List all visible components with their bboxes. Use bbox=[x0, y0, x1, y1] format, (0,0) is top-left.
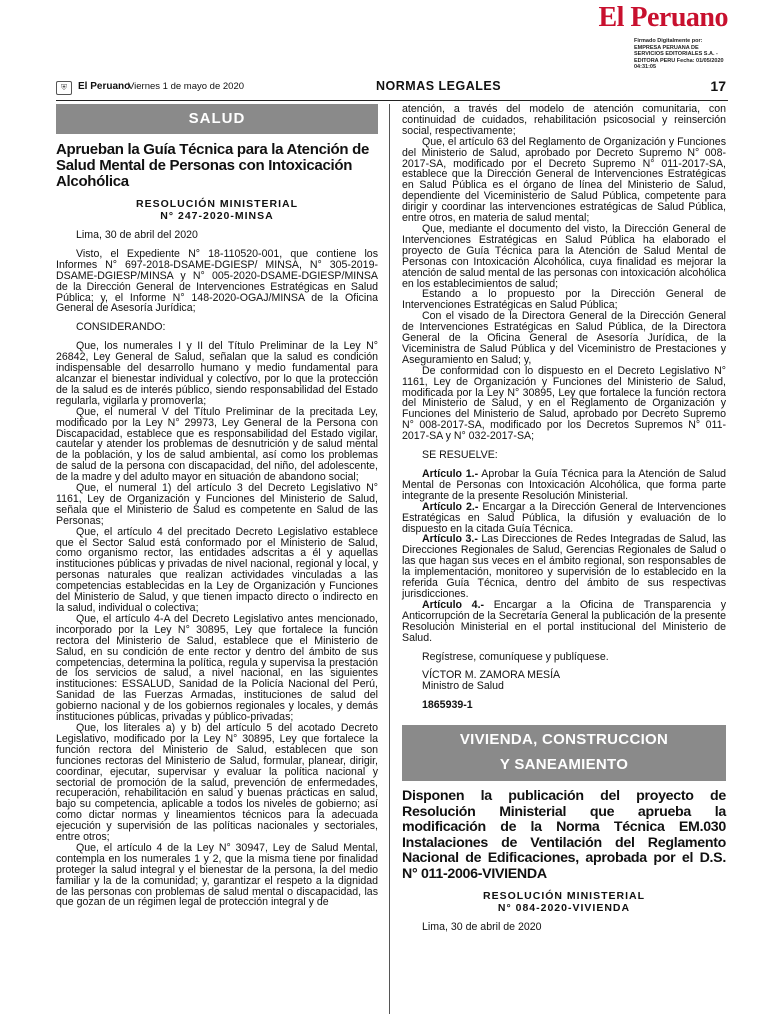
right-column bbox=[402, 104, 726, 933]
band-line-1: VIVIENDA, CONSTRUCCION bbox=[459, 731, 669, 749]
page-header bbox=[56, 78, 728, 101]
article-2 bbox=[402, 502, 726, 535]
resolution-type-2: RESOLUCIÓN MINISTERIAL bbox=[482, 890, 645, 903]
masthead bbox=[0, 0, 768, 76]
article-label: Artículo 1.- bbox=[422, 468, 479, 480]
article-4 bbox=[402, 600, 726, 644]
paragraph: Que, el artículo 4 de la Ley N° 30947, Ley de Salud Mental, contempla en los numerales 1 y 2, que la misma tiene por finalidad proteger la salud integral y el bienestar de la persona, la del medio familiar y la de la comunidad; y, garantizar el respeto a la dignidad de las personas con problemas de salud mental o discapacidad, las que gozan de un régimen legal de protección integral y de bbox=[56, 841, 378, 909]
article-3 bbox=[402, 534, 726, 599]
resolution-type: RESOLUCIÓN MINISTERIAL bbox=[135, 198, 298, 210]
publication-code: 1865939-1 bbox=[422, 699, 473, 712]
header-publication: El Peruano bbox=[78, 81, 131, 92]
place-date-2: Lima, 30 de abril de 2020 bbox=[422, 921, 542, 934]
signer-title: Ministro de Salud bbox=[422, 680, 504, 693]
place-date: Lima, 30 de abril del 2020 bbox=[76, 229, 198, 241]
closing-formula: Regístrese, comuníquese y publíquese. bbox=[422, 650, 609, 663]
article-text: Encargar a la Oficina de Transparencia y Anticorrupción de la Secretaría General la publicación de la presente Resolución Ministerial en el portal institucional del Ministerio de Salud. bbox=[402, 598, 726, 644]
resolution-number: N° 247-2020-MINSA bbox=[160, 210, 274, 222]
paragraph: Que, el numeral 1) del artículo 3 del Decreto Legislativo N° 1161, Ley de Organización y Funciones del Ministerio de Salud, señala que el Ministerio de Salud es competente en Salud de las Personas; bbox=[56, 482, 378, 527]
article-title-2: Disponen la publicación del proyecto de Resolución Ministerial que aprueba la modificación de la Norma Técnica EM.030 Instalaciones de Ventilación del Reglamento Nacional de Edificaciones, aprobada por el D.S. N° 011-2006-VIVIENDA bbox=[402, 788, 726, 882]
paragraph: De conformidad con lo dispuesto en el Decreto Legislativo N° 1161, Ley de Organización y Funciones del Ministerio de Salud, modificada por la Ley N° 30895, Ley que fortalece la función rectora del Ministerio de Salud, y en el Reglamento de Organización y Funciones del Ministerio de Salud, aprobado por Decreto Supremo N° 008-2017-SA, modificado por los Decretos Supremos N° 011-2017-SA y N° 032-2017-SA; bbox=[402, 364, 726, 443]
paragraph: Que, el numeral V del Título Preliminar de la precitada Ley, modificado por la Ley N° 29973, Ley General de la Persona con Discapacidad, establece que es responsabilidad del Estado vigilar, cautelar y atender los problemas de desnutrición y de salud mental de la población, y los de salud ambiental, así como los problemas de salud de la persona con discapacidad, del niño, del adolescente, de la madre y del adulto mayor en situación de abandono social; bbox=[56, 405, 378, 484]
coat-of-arms-icon: ⛨ bbox=[56, 81, 72, 95]
digital-signature-stamp: Firmado Digitalmente por: EMPRESA PERUANA DE SERVICIOS EDITORIALES S.A. - EDITORA PERU Fecha: 01/05/2020 04:31:05 bbox=[634, 38, 724, 70]
column-divider bbox=[389, 104, 390, 1014]
resolution-number-2: N° 084-2020-VIVIENDA bbox=[497, 902, 631, 915]
article-label: Artículo 4.- bbox=[422, 598, 485, 611]
paragraph: Estando a lo propuesto por la Dirección General de Intervenciones Estratégicas en Salud Pública; bbox=[402, 288, 726, 312]
el-peruano-logo: El Peruano bbox=[598, 2, 728, 33]
article-text: Aprobar la Guía Técnica para la Atención de Salud Mental de Personas con Intoxicación Alcohólica, que forma parte integrante de la presente Resolución Ministerial. bbox=[402, 468, 727, 502]
article-title: Aprueban la Guía Técnica para la Atención de Salud Mental de Personas con Intoxicación Alcohólica bbox=[56, 141, 369, 190]
paragraph: Con el visado de la Directora General de la Dirección General de Intervenciones Estratégicas en Salud Pública, de la Directora General de la Oficina General de Asesoría Jurídica, de la Viceministra de Salud Pública y del Viceministro de Prestaciones y Aseguramiento en Salud; y, bbox=[402, 310, 726, 366]
article-label: Artículo 3.- bbox=[422, 533, 478, 546]
paragraph: atención, a través del modelo de atención comunitaria, con continuidad de cuidados, rehabilitación psicosocial y reinserción social, respectivamente; bbox=[402, 103, 726, 137]
considerando-heading: CONSIDERANDO: bbox=[76, 321, 166, 334]
header-date: Viernes 1 de mayo de 2020 bbox=[128, 81, 245, 92]
paragraph: Que, los literales a) y b) del artículo 5 del acotado Decreto Legislativo, modificado por la Ley N° 30895, Ley que fortalece la función rectora del Ministerio de Salud, establecen que son funciones rectoras del Ministerio de Salud, formular, planear, dirigir, coordinar, ejecutar, supervisar y evaluar la política nacional y sectorial de promoción de la salud, prevención de enfermedades, recuperación, rehabilitación en salud y buenas prácticas en salud, bajo su competencia, aplicable a todos los niveles de gobierno; así como dictar normas y lineamientos técnicos para la adecuada ejecución y supervisión de las políticas nacionales y sectoriales, entre otros; bbox=[56, 721, 378, 844]
article-label: Artículo 2.- bbox=[422, 500, 479, 513]
paragraph: Visto, el Expediente N° 18-110520-001, que contiene los Informes N° 697-2018-DSAME-DGIESP/ MINSA, N° 305-2019-DSAME-DGIESP/MINSA y N° 005-2020-DSAME-DGIESP/MINSA de la Dirección General de Intervenciones Estratégicas en Salud Pública; y, el Informe N° 148-2020-OGAJ/MINSA de la Oficina General de Asesoría Jurídica; bbox=[56, 247, 378, 315]
section-band-vivienda bbox=[402, 725, 726, 781]
article-text: Encargar a la Dirección General de Intervenciones Estratégicas en Salud Pública, la difusión y evaluación de lo dispuesto en la citada Guía Técnica. bbox=[402, 500, 726, 535]
se-resuelve-heading: SE RESUELVE: bbox=[422, 449, 498, 462]
paragraph: Que, el artículo 4-A del Decreto Legislativo antes mencionado, incorporado por la Ley N° 30895, Ley que fortalece la función rectora del Ministerio de Salud, establece que el Ministerio de Salud, en su condición de ente rector y dentro del ámbito de sus competencias, determina la política, regula y supervisa la prestación de los servicios de salud, a nivel nacional, en las siguientes instituciones: ESSALUD, Sanidad de la Policía Nacional del Perú, Sanidad de las Fuerzas Armadas, instituciones de salud del gobierno nacional y de los gobiernos regionales y locales, y demás instituciones públicas, privadas y público-privadas; bbox=[56, 612, 378, 724]
article-text: Las Direcciones de Redes Integradas de Salud, las Direcciones Regionales de Salud, Gerencias Regionales de Salud o las que hagan sus veces en el ámbito regional, son responsables de la implementación, monitoreo y supervisión de lo establecido en la referida Guía Técnica, dentro del ámbito de sus respectivas jurisdicciones. bbox=[402, 533, 726, 600]
section-band-salud: SALUD bbox=[56, 104, 378, 134]
left-column bbox=[56, 104, 378, 908]
signer-name: VÍCTOR M. ZAMORA MESÍA bbox=[422, 669, 561, 682]
band-line-2: Y SANEAMIENTO bbox=[499, 756, 629, 774]
header-section: NORMAS LEGALES bbox=[376, 79, 502, 93]
paragraph: Que, el artículo 4 del precitado Decreto Legislativo establece que el Sector Salud está conformado por el Ministerio de Salud, como organismo rector, las entidades adscritas a él y aquellas instituciones públicas y privadas de nivel nacional, regional y local, y personas naturales que realizan actividades vinculadas a las competencias establecidas en la Ley de Organización y Funciones del Ministerio de Salud, y que tienen impacto directo o indirecto en la salud, individual o colectiva; bbox=[56, 525, 378, 614]
paragraph: Que, mediante el documento del visto, la Dirección General de Intervenciones Estratégicas en Salud Pública ha elaborado el proyecto de Guía Técnica para la Atención de Salud Mental de Personas con Intoxicación Alcohólica, cuya finalidad es mejorar la atención de salud mental de las personas con intoxicación alcohólica en los establecimientos de salud; bbox=[402, 222, 726, 290]
page-number: 17 bbox=[710, 78, 726, 94]
paragraph: Que, los numerales I y II del Título Preliminar de la Ley N° 26842, Ley General de Salud, señalan que la salud es condición indispensable del desarrollo humano y medio fundamental para alcanzar el bienestar individual y colectivo, por lo que la protección de la salud es de interés público, siendo responsabilidad del Estado regularla, vigilarla y promoverla; bbox=[56, 340, 378, 407]
article-1 bbox=[402, 469, 726, 502]
paragraph: Que, el artículo 63 del Reglamento de Organización y Funciones del Ministerio de Salud, aprobado por Decreto Supremo N° 008-2017-SA, modificado por el Decreto Supremo N° 011-2017-SA, establece que la Dirección General de Intervenciones Estratégicas en Salud Pública es el órgano de línea del Ministerio de Salud, dependiente del Viceministerio de Salud Pública, competente para dirigir y coordinar las intervenciones estratégicas de Salud Pública, entre otros, en materia de salud mental; bbox=[402, 135, 726, 225]
